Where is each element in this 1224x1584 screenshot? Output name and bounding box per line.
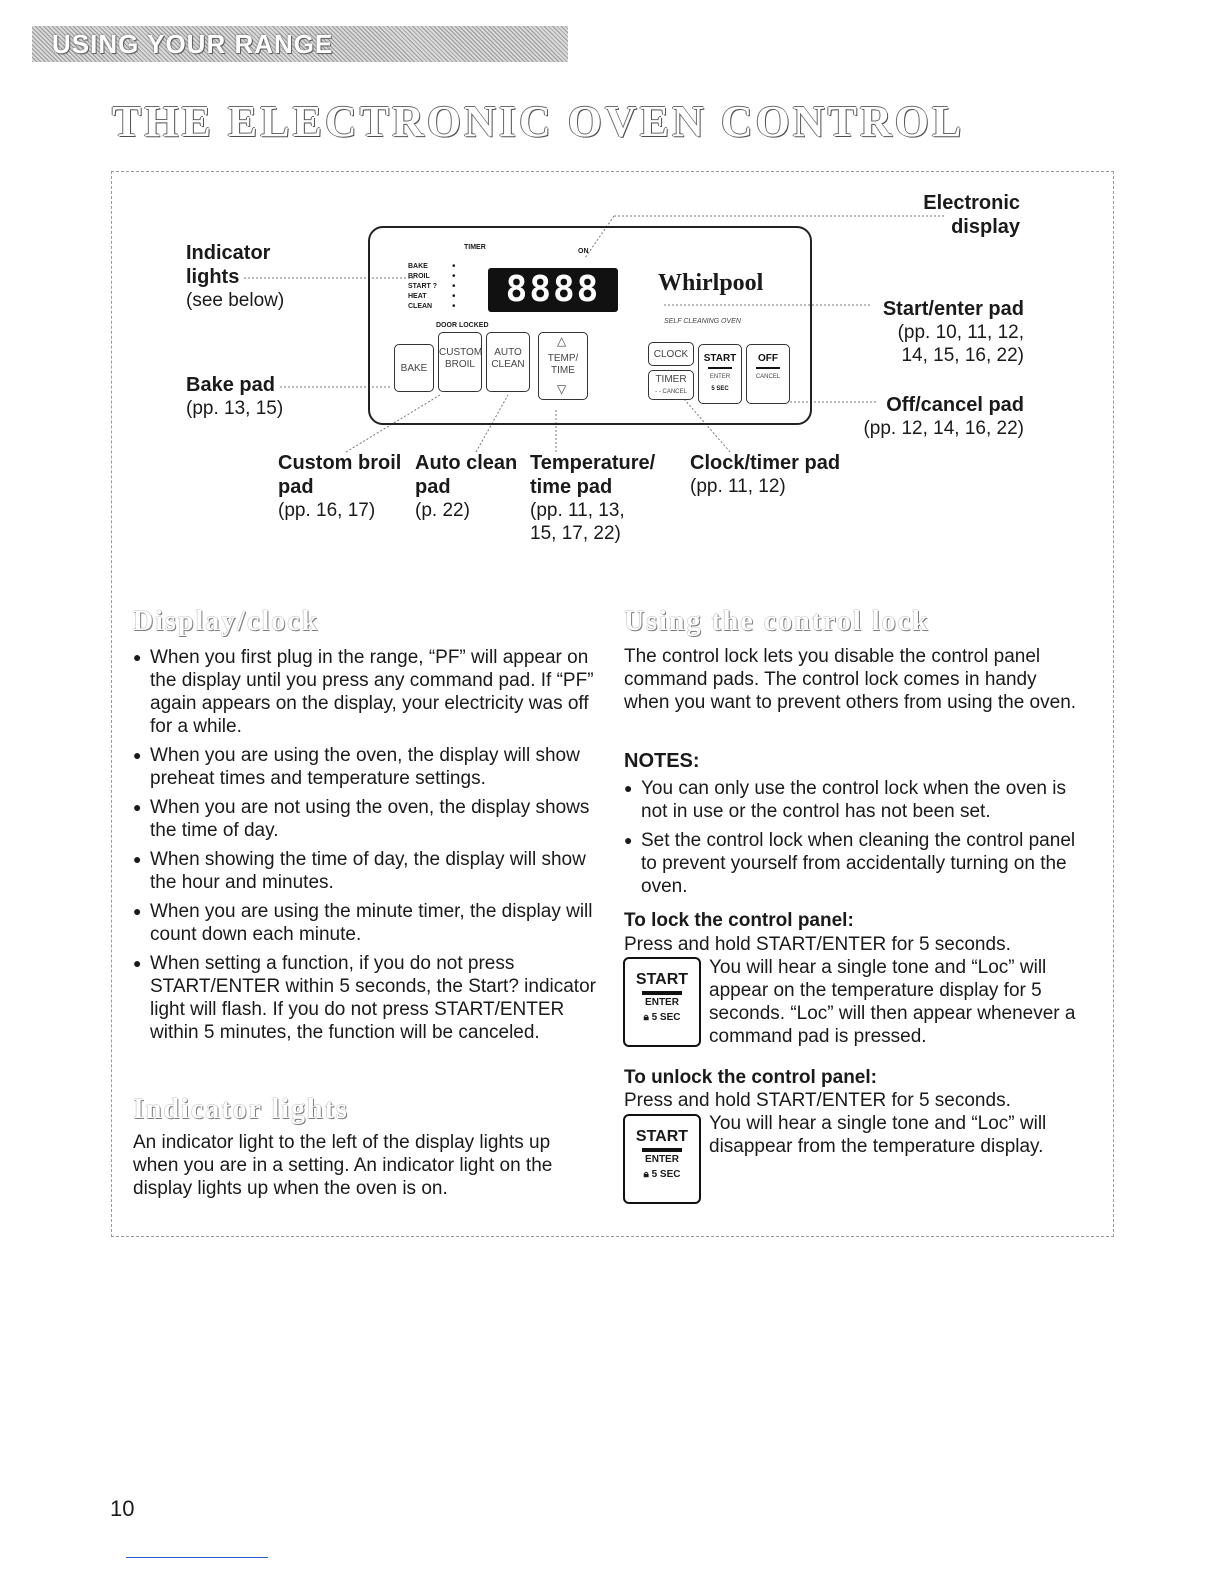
off-bar xyxy=(756,367,780,369)
down-arrow-icon: ▽ xyxy=(557,382,567,396)
notes-label: NOTES: xyxy=(624,750,700,772)
key-sec-text: 5 SEC xyxy=(651,1169,681,1180)
callout-custom-broil: Custom broil pad (pp. 16, 17) xyxy=(278,452,402,521)
unlock-step: Press and hold START/ENTER for 5 seconds. xyxy=(624,1090,1011,1111)
timer-cancel-label: - - CANCEL xyxy=(655,389,687,395)
list-item: ● When you are not using the oven, the display shows the time of day. xyxy=(133,796,603,842)
indicator-start: START ? xyxy=(408,283,438,290)
footer-rule xyxy=(126,1557,268,1558)
notes-list xyxy=(624,777,1096,904)
start-enter-pad[interactable] xyxy=(698,344,742,404)
custom-broil-pad[interactable]: CUSTOM BROIL xyxy=(438,332,482,392)
indicator-clean: CLEAN xyxy=(408,303,433,310)
up-arrow-icon: △ xyxy=(557,334,567,348)
door-locked-label: DOOR LOCKED xyxy=(436,322,489,329)
callout-bake: Bake pad (pp. 13, 15) xyxy=(186,374,284,419)
callout-temp-time: Temperature/ time pad (pp. 11, 13, 15, 17, 22) xyxy=(530,452,656,544)
key-start-label: START xyxy=(635,1128,689,1145)
key-enter-label: ENTER xyxy=(645,997,679,1008)
self-cleaning-label: SELF CLEANING OVEN xyxy=(664,318,741,325)
off-cancel-pad[interactable] xyxy=(746,344,790,404)
list-item: ● You can only use the control lock when the oven is not in use or the control has not been set. xyxy=(624,777,1096,823)
clock-pad[interactable]: CLOCK xyxy=(648,342,694,366)
key-start-label: START xyxy=(635,971,689,988)
display-clock-heading: Display/clock xyxy=(133,606,320,637)
indicator-bake: BAKE xyxy=(408,263,428,270)
start-label: START xyxy=(703,353,737,364)
key-sec-label xyxy=(625,1012,699,1023)
unlock-result: You will hear a single tone and “Loc” will disappear from the temperature display. xyxy=(709,1113,1047,1157)
indicator-light-list xyxy=(408,262,437,312)
callout-off-cancel: Off/cancel pad (pp. 12, 14, 16, 22) xyxy=(863,394,1024,439)
key-bar xyxy=(642,991,682,995)
key-sec-label xyxy=(625,1169,699,1180)
key-enter-label: ENTER xyxy=(645,1154,679,1165)
indicator-lights-heading: Indicator lights xyxy=(133,1094,349,1125)
list-item: ● When setting a function, if you do not press START/ENTER within 5 seconds, the Start? indicator light will flash. If you do not press START/ENTER within 5 minutes, the function will be canceled. xyxy=(133,952,603,1044)
lock-result: You will hear a single tone and “Loc” will appear on the temperature display for 5 seconds. “Loc” will then appear whenever a command pad is pressed. xyxy=(709,957,1076,1047)
off-label: OFF xyxy=(758,353,778,364)
list-item: ● When you first plug in the range, “PF” will appear on the display until you press any command pad. If “PF” again appears on the display, your electricity was off for a while. xyxy=(133,646,603,738)
indicator-heat: HEAT xyxy=(408,293,427,300)
enter-label: ENTER xyxy=(709,374,731,380)
start-bar xyxy=(708,367,732,369)
indicator-broil: BROIL xyxy=(408,273,430,280)
page-number: 10 xyxy=(110,1496,135,1521)
callout-auto-clean: Auto clean pad (p. 22) xyxy=(415,452,518,521)
temp-time-label: TEMP/ TIME xyxy=(547,353,579,376)
on-label: ON xyxy=(578,248,589,255)
callout-clock-timer: Clock/timer pad (pp. 11, 12) xyxy=(690,452,841,497)
timer-label: TIMER xyxy=(464,244,486,251)
control-lock-heading: Using the control lock xyxy=(624,606,930,637)
callout-electronic-display: Electronic display xyxy=(923,192,1020,238)
list-item: ● When you are using the oven, the display will show preheat times and temperature settings. xyxy=(133,744,603,790)
indicator-dots: • • • • • xyxy=(452,261,456,312)
section-header-text: USING YOUR RANGE xyxy=(52,29,334,59)
lock-heading: To lock the control panel: xyxy=(624,910,854,931)
unlock-heading: To unlock the control panel: xyxy=(624,1067,877,1088)
list-item: ● When you are using the minute timer, the display will count down each minute. xyxy=(133,900,603,946)
key-bar xyxy=(642,1148,682,1152)
callout-indicator-lights: Indicator lights (see below) xyxy=(186,242,285,311)
electronic-display: 8888 xyxy=(488,268,618,312)
timer-pad[interactable] xyxy=(648,370,694,400)
indicator-lights-text: An indicator light to the left of the display lights up when you are in a setting. An indicator light on the display lights up when the oven is on. xyxy=(133,1132,553,1199)
bake-pad[interactable]: BAKE xyxy=(394,344,434,392)
start-enter-key-icon xyxy=(623,1114,701,1204)
callout-start-enter: Start/enter pad (pp. 10, 11, 12, 14, 15, 16, 22) xyxy=(882,298,1024,366)
timer-pad-label: TIMER xyxy=(655,374,687,385)
oven-control-panel-diagram xyxy=(368,226,812,426)
whirlpool-logo: Whirlpool xyxy=(658,270,764,296)
five-sec-label: 5 SEC xyxy=(711,386,729,392)
list-item: ● When showing the time of day, the display will show the hour and minutes. xyxy=(133,848,603,894)
display-clock-list xyxy=(133,646,603,1050)
start-enter-key-icon xyxy=(623,957,701,1047)
page-title: THE ELECTRONIC OVEN CONTROL xyxy=(112,97,965,146)
auto-clean-pad[interactable]: AUTO CLEAN xyxy=(486,332,530,392)
temp-time-pad[interactable] xyxy=(538,332,588,400)
cancel-label: CANCEL xyxy=(755,374,781,380)
lock-step: Press and hold START/ENTER for 5 seconds. xyxy=(624,934,1011,955)
list-item: ● Set the control lock when cleaning the control panel to prevent yourself from accidentally turning on the oven. xyxy=(624,829,1096,898)
lock-icon: 🔒︎ xyxy=(643,1012,649,1023)
control-lock-intro: The control lock lets you disable the control panel command pads. The control lock comes in handy when you want to prevent others from using the oven. xyxy=(624,646,1077,713)
key-sec-text: 5 SEC xyxy=(651,1012,681,1023)
lock-icon: 🔒︎ xyxy=(643,1169,649,1180)
